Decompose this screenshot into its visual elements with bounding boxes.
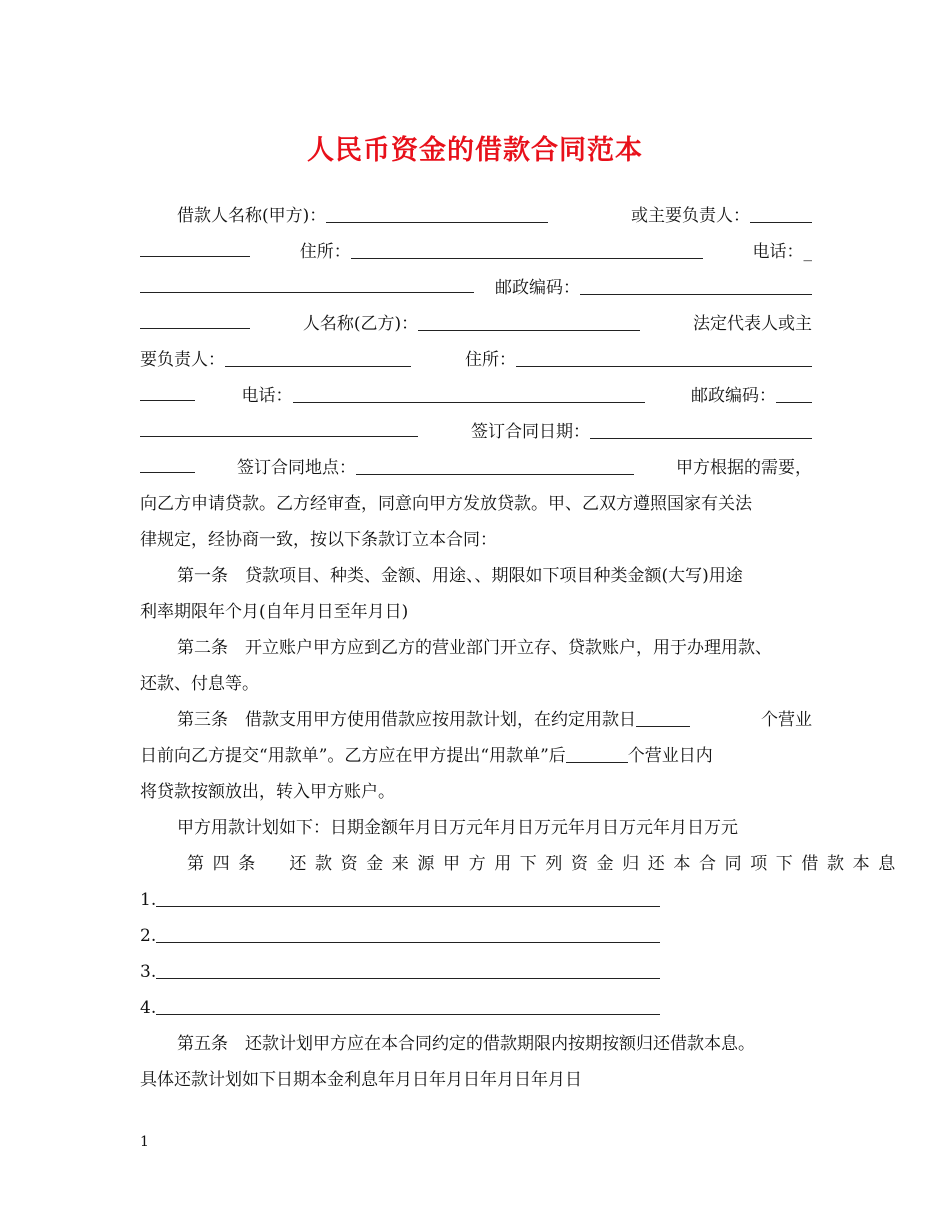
blank-field[interactable] (140, 452, 195, 473)
blank-field[interactable] (140, 308, 250, 329)
blank-field[interactable] (590, 418, 812, 439)
clause-1-heading: 第一条 贷款项目、种类、金额、用途、、期限如下项目种类金额(大写)用途 (177, 566, 743, 586)
clause-4-heading: 第四条 还款资金来源甲方用下列资金归还本合同项下借款本息 (187, 854, 904, 874)
blank-field[interactable] (636, 706, 690, 727)
blank-field[interactable] (356, 454, 634, 475)
blank-field[interactable] (293, 382, 645, 403)
text-line: 将贷款按额放出，转入甲方账户。 (140, 782, 395, 802)
text-line: 签订合同日期： (140, 414, 812, 450)
list-item: 4. (140, 990, 812, 1026)
blank-field[interactable] (140, 416, 418, 437)
blank-field[interactable] (156, 958, 660, 979)
list-item: 3. (140, 954, 812, 990)
blank-field[interactable] (156, 994, 660, 1015)
text-line: 甲方用款计划如下：日期金额年月日万元年月日万元年月日万元年月日万元 (177, 818, 738, 838)
list-item: 2. (140, 918, 812, 954)
blank-field[interactable] (750, 202, 812, 223)
blank-field[interactable] (225, 346, 411, 367)
text-line: 利率期限年个月(自年月日至年月日) (140, 602, 409, 622)
list-item: 1. (140, 882, 812, 918)
blank-field[interactable] (140, 236, 250, 257)
page-number: 1 (140, 1134, 149, 1150)
text-line: 签订合同地点： 甲方根据的需要， (140, 450, 812, 486)
text-line: 还款、付息等。 (140, 674, 259, 694)
blank-field[interactable] (156, 922, 660, 943)
blank-field[interactable] (140, 272, 474, 293)
blank-field[interactable] (351, 238, 703, 259)
blank-field[interactable] (140, 380, 195, 401)
text-line: 借款人名称(甲方)： 或主要负责人： (140, 198, 812, 234)
blank-field[interactable] (516, 346, 812, 367)
clause-3-heading: 第三条 借款支用甲方使用借款应按用款计划，在约定用款日 个营业 (140, 702, 812, 738)
clause-5-heading: 第五条 还款计划甲方应在本合同约定的借款期限内按期按额归还借款本息。 (177, 1034, 755, 1054)
clause-2-heading: 第二条 开立账户甲方应到乙方的营业部门开立存、贷款账户，用于办理用款、 (177, 638, 772, 658)
text-line: 住所： 电话：_ (140, 234, 812, 270)
blank-field[interactable] (326, 202, 548, 223)
document-title: 人民币资金的借款合同范本 (307, 135, 643, 166)
text-line: 人名称(乙方)： 法定代表人或主 (140, 306, 812, 342)
text-line: 律规定，经协商一致，按以下条款订立本合同： (140, 530, 497, 550)
contract-body (140, 198, 904, 1098)
text-line: 电话： 邮政编码： (140, 378, 812, 414)
text-line: 具体还款计划如下日期本金利息年月日年月日年月日年月日 (140, 1070, 582, 1090)
blank-field[interactable] (566, 742, 628, 763)
blank-field[interactable] (580, 274, 812, 295)
text-line: 邮政编码： (140, 270, 812, 306)
blank-field[interactable] (156, 886, 660, 907)
text-line: 要负责人： 住所： (140, 342, 812, 378)
blank-field[interactable] (776, 382, 812, 403)
text-line: 日前向乙方提交“用款单”。乙方应在甲方提出“用款单”后 个营业日内 (140, 738, 812, 774)
text-line: 向乙方申请贷款。乙方经审查，同意向甲方发放贷款。甲、乙双方遵照国家有关法 (140, 494, 752, 514)
blank-field[interactable] (418, 310, 640, 331)
